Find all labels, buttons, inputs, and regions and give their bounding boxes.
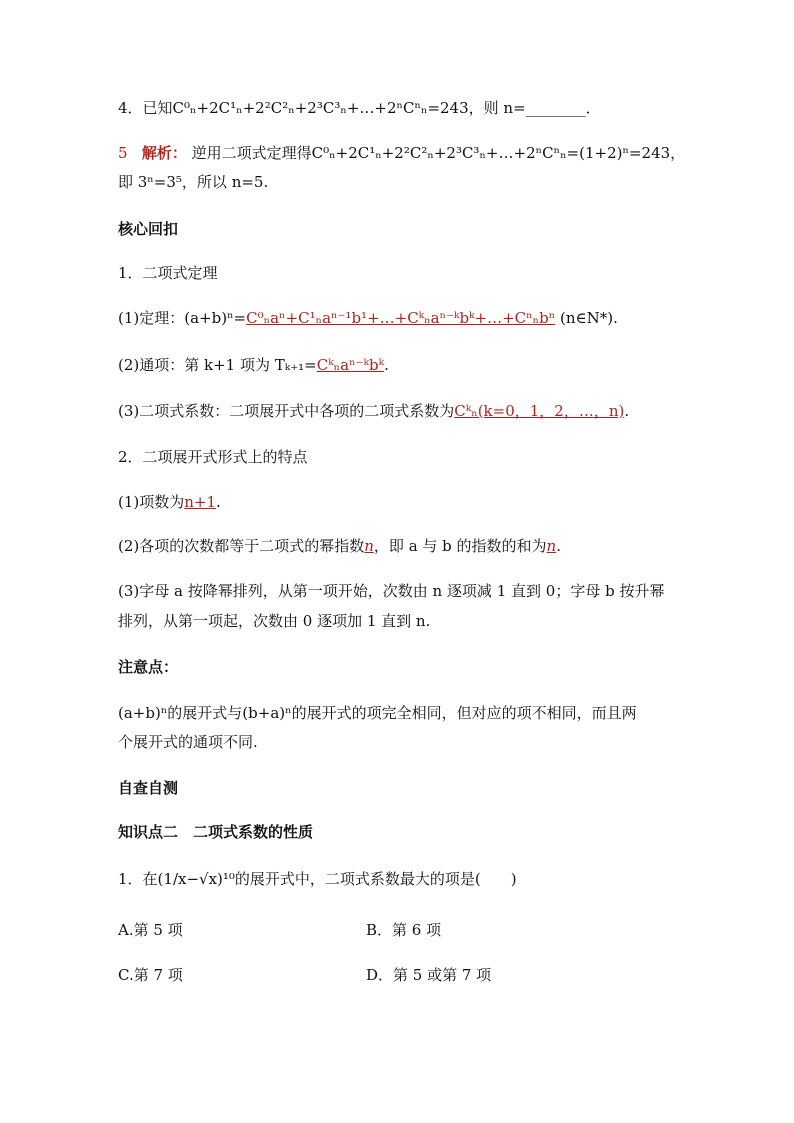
option-d[interactable]: D．第 5 或第 7 项 xyxy=(366,966,492,984)
q4-answer-line2: 即 3ⁿ=3⁵，所以 n=5. xyxy=(118,173,269,191)
answer-number: 5 xyxy=(118,144,128,162)
s1-general-prefix: (2)通项：第 k+1 项为 Tₖ₊₁= xyxy=(118,356,317,374)
s2-degree xyxy=(118,536,561,556)
s1-coefficient xyxy=(118,401,629,421)
s1-coef-expr: Cᵏₙ(k=0，1，2，…，n) xyxy=(454,402,625,420)
notes-heading: 注意点： xyxy=(118,658,179,676)
option-b[interactable]: B．第 6 项 xyxy=(366,921,442,939)
answer-text: 逆用二项式定理得C⁰ₙ+2C¹ₙ+2²C²ₙ+2³C³ₙ+…+2ⁿCⁿₙ=(1+2)ⁿ=243， xyxy=(191,144,686,162)
s1-coef-suffix: . xyxy=(624,402,630,420)
option-a[interactable]: A.第 5 项 xyxy=(118,921,183,939)
s1-general-suffix: . xyxy=(384,356,389,374)
core-heading: 核心回扣 xyxy=(118,220,179,238)
s2-count-suffix: . xyxy=(216,493,221,511)
s2-term-count xyxy=(118,492,221,512)
s1-theorem-suffix: (n∈N*). xyxy=(560,309,618,327)
s1-general-term xyxy=(118,355,389,375)
self-check-heading: 自查自测 xyxy=(118,779,179,797)
s2-count-expr: n+1 xyxy=(184,493,217,511)
s2-title: 2．二项展开式形式上的特点 xyxy=(118,448,308,466)
s1-general-expr: Cᵏₙaⁿ⁻ᵏbᵏ xyxy=(316,356,385,374)
s2-degree-suffix: . xyxy=(556,537,561,555)
s1-theorem-prefix: (1)定理：(a+b)ⁿ= xyxy=(118,309,247,327)
option-c[interactable]: C.第 7 项 xyxy=(118,966,183,984)
s2-order-line2: 排列，从第一项起，次数由 0 逐项加 1 直到 n. xyxy=(118,612,431,630)
s2-order-line1: (3)字母 a 按降幂排列，从第一项开始，次数由 n 逐项减 1 直到 0；字母 b 按升幂 xyxy=(118,582,665,600)
s2-degree-expr2: n xyxy=(546,537,557,555)
q4-question: 4．已知C⁰ₙ+2C¹ₙ+2²C²ₙ+2³C³ₙ+…+2ⁿCⁿₙ=243，则 n=________． xyxy=(118,99,601,117)
notes-line1: (a+b)ⁿ的展开式与(b+a)ⁿ的展开式的项完全相同，但对应的项不相同，而且两 xyxy=(118,704,637,722)
s2-degree-prefix: (2)各项的次数都等于二项式的幂指数 xyxy=(118,537,365,555)
s1-theorem xyxy=(118,308,618,328)
topic-heading: 知识点二 二项式系数的性质 xyxy=(118,823,314,841)
answer-label: 解析： xyxy=(141,144,187,162)
s1-title: 1．二项式定理 xyxy=(118,264,218,282)
s2-degree-expr1: n xyxy=(364,537,374,555)
notes-line2: 个展开式的通项不同. xyxy=(118,733,258,751)
s2-count-prefix: (1)项数为 xyxy=(118,493,185,511)
q1-question: 1．在(1/x−√x)¹⁰的展开式中，二项式系数最大的项是( ) xyxy=(118,870,517,888)
q4-answer xyxy=(118,143,685,163)
s1-coef-prefix: (3)二项式系数：二项展开式中各项的二项式系数为 xyxy=(118,402,455,420)
s2-degree-mid: ，即 a 与 b 的指数的和为 xyxy=(373,537,547,555)
s1-theorem-expr: C⁰ₙaⁿ+C¹ₙaⁿ⁻¹b¹+…+Cᵏₙaⁿ⁻ᵏbᵏ+…+Cⁿₙbⁿ xyxy=(246,309,556,327)
